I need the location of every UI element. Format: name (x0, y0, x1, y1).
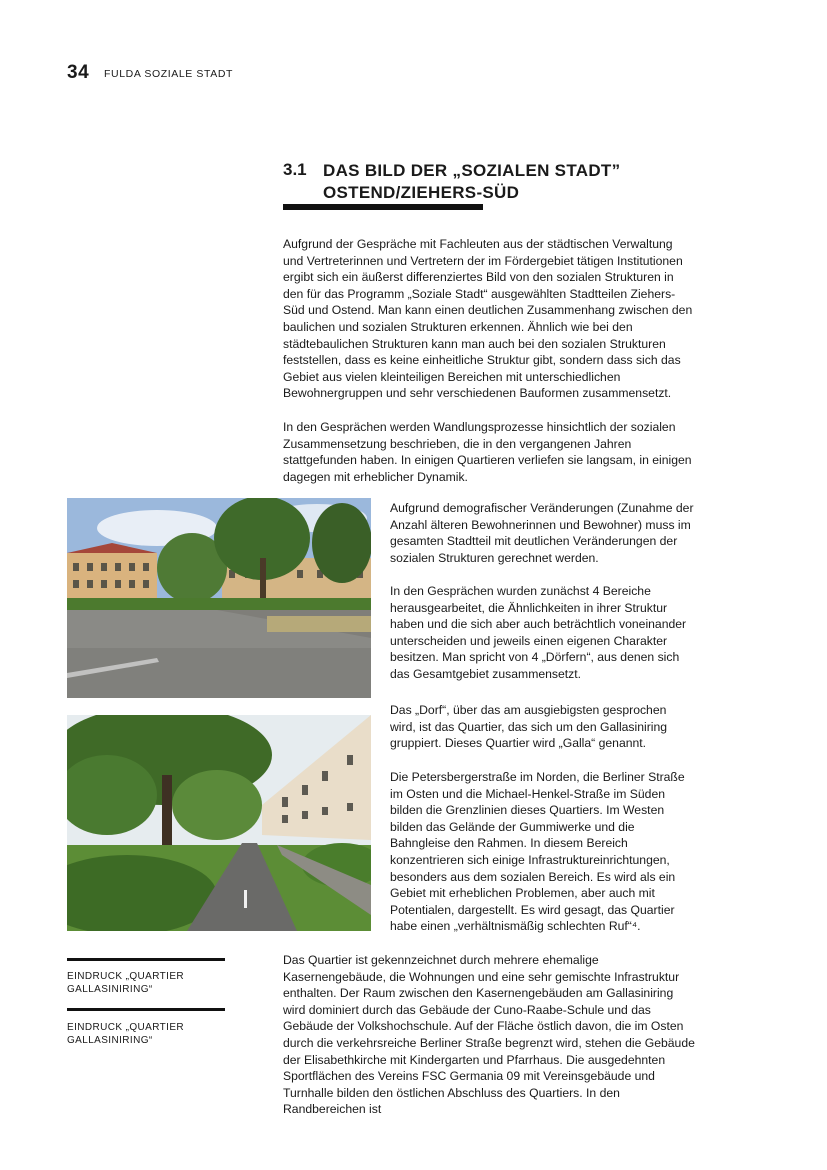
caption-rule (67, 1008, 225, 1011)
section-number: 3.1 (283, 160, 307, 179)
photo-caption: EINDRUCK „QUARTIER GALLASINIRING“ (67, 1022, 185, 1046)
photo-gallasiniring-path (67, 715, 371, 931)
photo-gallasiniring-street (67, 498, 371, 698)
page-number: 34 (67, 62, 90, 83)
photo-caption: EINDRUCK „QUARTIER GALLASINIRING“ (67, 971, 185, 995)
paragraph-galla: Das „Dorf“, über das am ausgiebigsten gesprochen wird, ist das Quartier, das sich um den Gallasiniring gruppiert. Dieses Quartier wird „Galla“ genannt. (390, 703, 668, 751)
heading-underline (283, 204, 483, 210)
paragraph-boundaries: Die Petersbergerstraße im Norden, die Berliner Straße im Osten und die Michael-Henkel-Straße im Süden bilden die Grenzlinien dieses Quartiers. Im Westen bilden das Gelände der Gummiwerke und die Bahngleise den Rahmen. In diesem Bereich konzentrieren sich einige Infrastruktureinrichtungen, besonders aus dem sozialen Bereich. Es wird als ein Gebiet mit erheblichen Problemen, aber auch mit Potentialen, dargestellt. Es wird gesagt, das Quartier habe einen „verhältnismäßig schlechten Ruf“⁴. (390, 770, 685, 934)
paragraph-demographics: Aufgrund demografischer Veränderungen (Zunahme der Anzahl älteren Bewohnerinnen und Bewohner) muss im gesamten Stadtteil mit deutlichen Veränderungen der sozialen Strukturen gerechnet werden. (390, 501, 694, 565)
caption-rule (67, 958, 225, 961)
running-title: FULDA SOZIALE STADT (104, 68, 234, 80)
paragraph-four-villages: In den Gesprächen wurden zunächst 4 Bereiche herausgearbeitet, die Ähnlichkeiten in ihrer Struktur haben und die sich aber auch beträchtlich voneinander unterscheiden und jeweils einen eigenen Charakter besitzen. Man spricht von 4 „Dörfern“, aus denen sich das Gesamtgebiet zusammensetzt. (390, 584, 687, 681)
section-title: DAS BILD DER „SOZIALEN STADT” OSTEND/ZIEHERS-SÜD (323, 161, 621, 202)
paragraph-change-processes: In den Gesprächen werden Wandlungsprozesse hinsichtlich der sozialen Zusammensetzung beschrieben, die in den vergangenen Jahren stattgefunden haben. In einigen Quartieren verliefen sie langsam, in einigen dagegen mit erheblicher Dynamik. (283, 420, 692, 484)
paragraph-quarter-description: Das Quartier ist gekennzeichnet durch mehrere ehemalige Kasernengebäude, die Wohnungen und eine sehr gemischte Infrastruktur enthalten. Der Raum zwischen den Kasernengebäuden am Gallasiniring wird dominiert durch das Gebäude der Cuno-Raabe-Schule und das Gebäude der Volkshochschule. Auf der Fläche östlich davon, die im Osten durch die verkehrsreiche Berliner Straße begrenzt wird, stehen die Gebäude der Elisabethkirche mit Kindergarten und Pfarrhaus. Die ausgedehnten Sportflächen des Vereins FSC Germania 09 mit Vereinsgebäude und Turnhalle bilden den östlichen Abschluss des Quartiers. In den Randbereichen ist (283, 953, 695, 1117)
paragraph-intro: Aufgrund der Gespräche mit Fachleuten aus der städtischen Verwaltung und Vertreterinnen und Vertretern der im Fördergebiet tätigen Institutionen ergibt sich ein äußerst differenziertes Bild von den sozialen Strukturen in den für das Programm „Soziale Stadt“ ausgewählten Stadtteilen Ziehers-Süd und Ostend. Man kann einen deutlichen Zusammenhang zwischen den baulichen und sozialen Strukturen erkennen. Ähnlich wie bei den städtebaulichen Strukturen kann man auch bei den sozialen Strukturen feststellen, dass es keine einheitliche Struktur gibt, sondern dass sich das Gebiet aus vielen kleinteiligen Bereichen mit unterschiedlichen Bewohnergruppen und sehr verschiedenen Bauformen zusammensetzt. (283, 237, 693, 401)
